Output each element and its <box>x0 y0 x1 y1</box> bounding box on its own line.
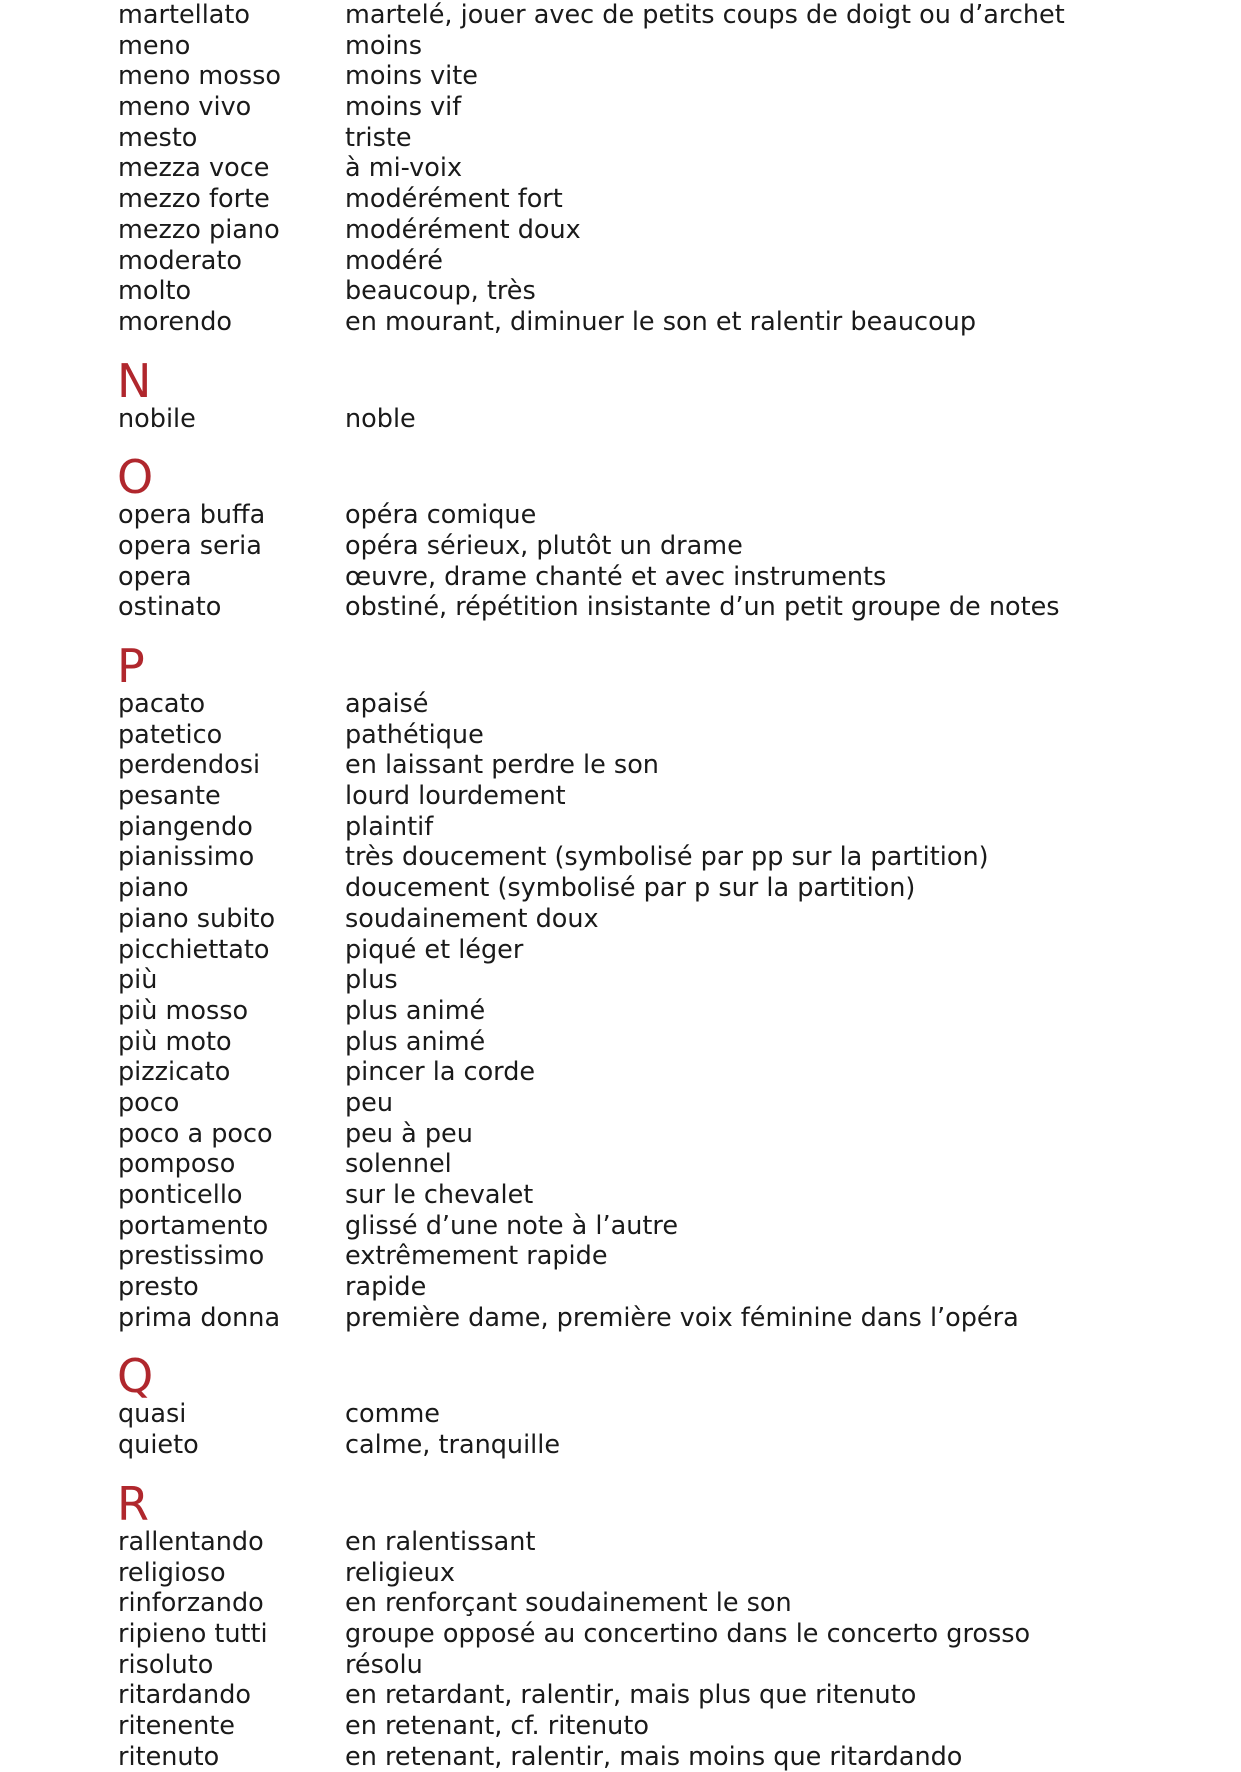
entry-term: più mosso <box>118 995 249 1026</box>
entry-term: nobile <box>118 403 196 434</box>
glossary-section <box>0 450 1241 623</box>
entry-term: molto <box>118 276 192 307</box>
entry-definition: soudainement doux <box>345 903 599 934</box>
glossary-entry <box>0 1588 1241 1619</box>
entry-term: quasi <box>118 1399 187 1430</box>
entry-term: portamento <box>118 1210 269 1241</box>
entry-term: piangendo <box>118 811 253 842</box>
entry-term: risoluto <box>118 1649 214 1680</box>
entry-term: più moto <box>118 1026 232 1057</box>
entry-term: patetico <box>118 719 223 750</box>
entry-definition: comme <box>345 1399 440 1430</box>
glossary-entry <box>0 1241 1241 1272</box>
glossary-entry <box>0 31 1241 62</box>
glossary-entry <box>0 965 1241 996</box>
entry-term: piano subito <box>118 903 276 934</box>
entry-definition: beaucoup, très <box>345 276 536 307</box>
glossary-entry <box>0 1088 1241 1119</box>
entry-term: mezzo forte <box>118 184 270 215</box>
glossary-entry <box>0 1272 1241 1303</box>
glossary-entry <box>0 1211 1241 1242</box>
glossary-entry <box>0 1742 1241 1772</box>
entry-term: picchiettato <box>118 934 270 965</box>
entry-term: ritenuto <box>118 1741 220 1772</box>
entry-definition: résolu <box>345 1649 423 1680</box>
entry-definition: œuvre, drame chanté et avec instruments <box>345 561 887 592</box>
entry-definition: solennel <box>345 1149 452 1180</box>
section-letter-heading: N <box>117 353 152 408</box>
entry-definition: groupe opposé au concertino dans le concerto grosso <box>345 1618 1031 1649</box>
glossary-entry <box>0 904 1241 935</box>
entry-definition: doucement (symbolisé par p sur la partition) <box>345 873 916 904</box>
glossary-entry <box>0 781 1241 812</box>
glossary-entry <box>0 215 1241 246</box>
entry-definition: première dame, première voix féminine dans l’opéra <box>345 1302 1019 1333</box>
entry-definition: noble <box>345 403 416 434</box>
entry-definition: en retenant, cf. ritenuto <box>345 1710 649 1741</box>
glossary-entry <box>0 996 1241 1027</box>
glossary-entry <box>0 153 1241 184</box>
glossary-entry <box>0 500 1241 531</box>
glossary-entry <box>0 842 1241 873</box>
entry-definition: martelé, jouer avec de petits coups de doigt ou d’archet <box>345 0 1065 30</box>
glossary-entry <box>0 1057 1241 1088</box>
entry-definition: religieux <box>345 1557 455 1588</box>
glossary-entry <box>0 592 1241 623</box>
entry-definition: opéra sérieux, plutôt un drame <box>345 530 743 561</box>
entry-definition: calme, tranquille <box>345 1430 561 1461</box>
glossary-entry <box>0 1558 1241 1589</box>
entry-term: presto <box>118 1272 199 1303</box>
entry-term: morendo <box>118 306 233 337</box>
entry-definition: en renforçant soudainement le son <box>345 1588 792 1619</box>
entry-term: opera buffa <box>118 500 266 531</box>
entry-term: pomposo <box>118 1149 236 1180</box>
glossary-entry <box>0 750 1241 781</box>
glossary-entry <box>0 307 1241 338</box>
glossary-section <box>0 0 1241 338</box>
entry-definition: en retardant, ralentir, mais plus que ritenuto <box>345 1680 917 1711</box>
entry-definition: modérément fort <box>345 184 563 215</box>
entry-term: pesante <box>118 781 221 812</box>
entry-definition: lourd lourdement <box>345 781 566 812</box>
glossary-entry <box>0 935 1241 966</box>
glossary-entry <box>0 1650 1241 1681</box>
entry-term: rallentando <box>118 1526 264 1557</box>
entry-definition: opéra comique <box>345 500 537 531</box>
entry-term: mezza voce <box>118 153 270 184</box>
glossary-entry <box>0 1027 1241 1058</box>
glossary-section <box>0 353 1241 435</box>
entry-term: meno <box>118 30 191 61</box>
section-letter-heading: O <box>117 450 154 505</box>
entry-definition: triste <box>345 122 412 153</box>
glossary-entry <box>0 92 1241 123</box>
glossary-entry <box>0 562 1241 593</box>
glossary-entry <box>0 1180 1241 1211</box>
glossary-entry <box>0 276 1241 307</box>
glossary-entry <box>0 0 1241 31</box>
entry-definition: modéré <box>345 245 443 276</box>
entry-definition: obstiné, répétition insistante d’un petit groupe de notes <box>345 592 1060 623</box>
entry-term: rinforzando <box>118 1588 264 1619</box>
entry-term: quieto <box>118 1430 199 1461</box>
entry-term: perdendosi <box>118 750 261 781</box>
glossary-entry <box>0 123 1241 154</box>
glossary-entry <box>0 184 1241 215</box>
entry-term: prestissimo <box>118 1241 265 1272</box>
glossary-entry <box>0 812 1241 843</box>
glossary-entry <box>0 1399 1241 1430</box>
glossary-entry <box>0 1430 1241 1461</box>
entry-definition: moins vite <box>345 61 478 92</box>
entry-definition: plaintif <box>345 811 434 842</box>
glossary-entry <box>0 61 1241 92</box>
entry-term: ripieno tutti <box>118 1618 268 1649</box>
section-letter-heading: P <box>117 639 145 693</box>
entry-term: ritenente <box>118 1710 235 1741</box>
entry-term: ponticello <box>118 1180 243 1210</box>
entry-term: meno mosso <box>118 61 282 92</box>
glossary-section <box>0 639 1241 1333</box>
entry-term: religioso <box>118 1557 226 1588</box>
entry-term: ritardando <box>118 1680 251 1711</box>
entry-definition: plus animé <box>345 995 486 1026</box>
glossary-entry <box>0 531 1241 562</box>
glossary-entry <box>0 1711 1241 1742</box>
entry-term: opera <box>118 561 192 592</box>
entry-term: opera seria <box>118 530 262 561</box>
entry-definition: en laissant perdre le son <box>345 750 659 781</box>
entry-definition: peu <box>345 1087 394 1118</box>
entry-term: piano <box>118 873 189 904</box>
entry-definition: très doucement (symbolisé par pp sur la partition) <box>345 842 989 873</box>
entry-definition: peu à peu <box>345 1118 473 1149</box>
entry-definition: à mi-voix <box>345 153 463 184</box>
entry-term: martellato <box>118 0 251 30</box>
glossary-entry <box>0 1303 1241 1334</box>
glossary-entry <box>0 1680 1241 1711</box>
entry-definition: apaisé <box>345 689 429 719</box>
entry-term: moderato <box>118 245 243 276</box>
entry-definition: sur le chevalet <box>345 1180 534 1210</box>
entry-term: più <box>118 965 158 996</box>
entry-term: mezzo piano <box>118 214 280 245</box>
entry-definition: moins vif <box>345 92 462 123</box>
entry-term: pacato <box>118 689 206 719</box>
entry-term: meno vivo <box>118 92 252 123</box>
glossary-entry <box>0 1619 1241 1650</box>
entry-term: poco <box>118 1087 180 1118</box>
entry-term: ostinato <box>118 592 222 623</box>
entry-definition: pincer la corde <box>345 1057 536 1088</box>
glossary-section <box>0 1349 1241 1461</box>
glossary-section <box>0 1476 1241 1772</box>
section-letter-heading: R <box>117 1476 149 1531</box>
glossary-entry <box>0 1149 1241 1180</box>
entry-term: mesto <box>118 122 198 153</box>
entry-definition: moins <box>345 30 422 61</box>
entry-definition: piqué et léger <box>345 934 524 965</box>
glossary-entry <box>0 404 1241 435</box>
glossary-entry <box>0 689 1241 720</box>
glossary-entry <box>0 246 1241 277</box>
glossary-entry <box>0 720 1241 751</box>
entry-definition: pathétique <box>345 719 484 750</box>
entry-definition: glissé d’une note à l’autre <box>345 1210 679 1241</box>
entry-term: pizzicato <box>118 1057 231 1088</box>
entry-definition: plus animé <box>345 1026 486 1057</box>
entry-definition: modérément doux <box>345 214 581 245</box>
entry-definition: en ralentissant <box>345 1526 536 1557</box>
glossary-entry <box>0 1527 1241 1558</box>
section-letter-heading: Q <box>117 1349 154 1404</box>
entry-definition: rapide <box>345 1272 427 1303</box>
entry-definition: plus <box>345 965 398 996</box>
glossary-entry <box>0 873 1241 904</box>
glossary-entry <box>0 1119 1241 1150</box>
entry-term: prima donna <box>118 1302 281 1333</box>
entry-definition: en mourant, diminuer le son et ralentir beaucoup <box>345 306 977 337</box>
entry-term: poco a poco <box>118 1118 273 1149</box>
entry-definition: en retenant, ralentir, mais moins que ritardando <box>345 1741 963 1772</box>
entry-definition: extrêmement rapide <box>345 1241 608 1272</box>
entry-term: pianissimo <box>118 842 255 873</box>
